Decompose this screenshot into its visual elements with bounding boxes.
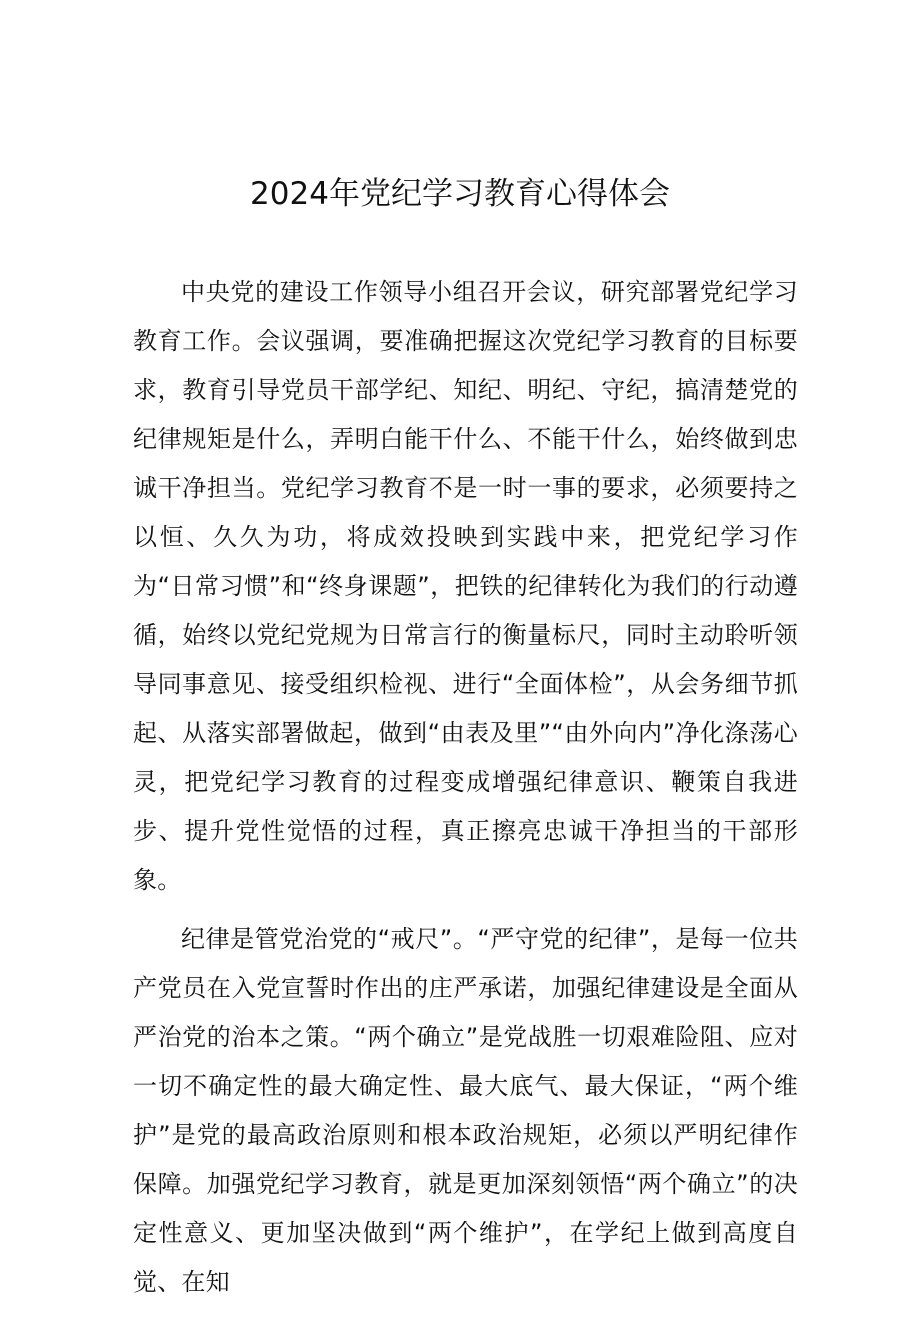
document-title: 2024年党纪学习教育心得体会 <box>250 176 670 212</box>
paragraph-2: 纪律是管党治党的“戒尺”。“严守党的纪律”，是每一位共产党员在入党宣誓时作出的庄严承诺，加强纪律建设是全面从严治党的治本之策。“两个确立”是党战胜一切艰难险阻、应对一切不确定性的最大确定性、最大底气、最大保证，“两个维护”是党的最高政治原则和根本政治规矩，必须以严明纪律作保障。加强党纪学习教育，就是更加深刻领悟“两个确立”的决定性意义、更加坚决做到“两个维护”，在学纪上做到高度自觉、在知 <box>133 925 798 1296</box>
paragraph-1: 中央党的建设工作领导小组召开会议，研究部署党纪学习教育工作。会议强调，要准确把握这次党纪学习教育的目标要求，教育引导党员干部学纪、知纪、明纪、守纪，搞清楚党的纪律规矩是什么，弄明白能干什么、不能干什么，始终做到忠诚干净担当。党纪学习教育不是一时一事的要求，必须要持之以恒、久久为功，将成效投映到实践中来，把党纪学习作为“日常习惯”和“终身课题”，把铁的纪律转化为我们的行动遵循，始终以党纪党规为日常言行的衡量标尺，同时主动聆听领导同事意见、接受组织检视、进行“全面体检”，从会务细节抓起、从落实部署做起，做到“由表及里”“由外向内”净化涤荡心灵，把党纪学习教育的过程变成增强纪律意识、鞭策自我进步、提升党性觉悟的过程，真正擦亮忠诚干净担当的干部形象。 <box>133 278 798 894</box>
document-body <box>133 268 798 1317</box>
